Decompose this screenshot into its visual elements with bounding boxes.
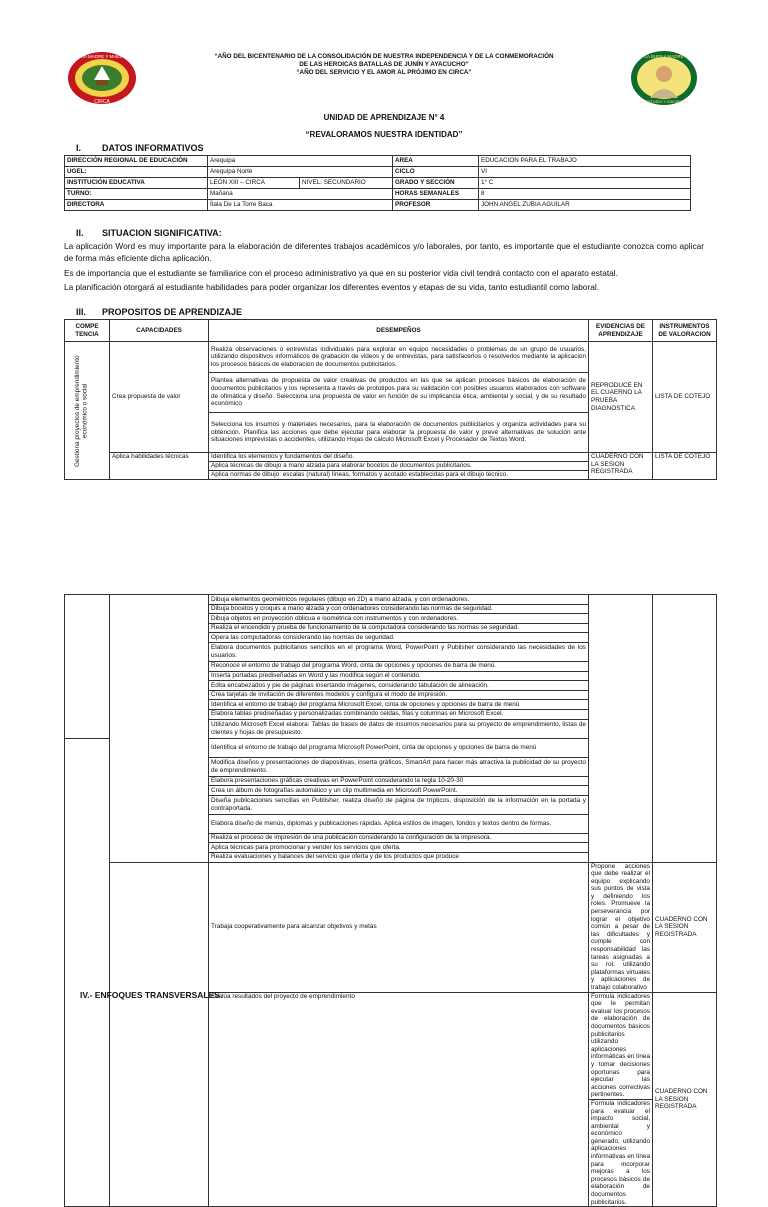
desempeno-row: Realiza evaluaciones y balances del servicio que oferta y de los productos que produce — [209, 852, 589, 862]
school-seal-right — [630, 50, 698, 106]
svg-text:MARIA MADRE Y MAESTRA: MARIA MADRE Y MAESTRA — [72, 54, 132, 59]
desempeno-row: Reconoce el entorno de trabajo del programa Word, cinta de opciones y opciones de barra de menú. — [209, 661, 589, 671]
desempeno-row: Inserta portadas prediseñadas en Word y las modifica según el contenido. — [209, 671, 589, 681]
capacidad-4: Evalúa resultados del proyecto de emprendimiento — [209, 992, 589, 1207]
header-evidencias: EVIDENCIAS DE APRENDIZAJE — [589, 320, 653, 342]
section-4-heading: IV.- ENFOQUES TRANSVERSALES — [80, 990, 220, 1000]
desempeno-table-row — [65, 595, 717, 605]
unit-subtitle: “REVALORAMOS NUESTRA IDENTIDAD” — [305, 130, 463, 139]
desempeno-row: Dibuja objetos en proyección oblicua e isométrica con instrumentos y con ordenadores. — [209, 614, 589, 624]
header-line-1: “AÑO DEL BICENTENARIO DE LA CONSOLIDACIÓN DE NUESTRA INDEPENDENCIA Y DE LA CONMEMORACIÓN — [214, 53, 554, 60]
header-capacidades: CAPACIDADES — [110, 320, 209, 342]
desempeno-row: Identifica el entorno de trabajo del programa Microsoft PowerPoint, cinta de opciones y opciones de barra de menú — [209, 738, 589, 757]
competencia-cell-continued — [65, 595, 110, 739]
desempeno-row: Aplica normas de dibujo: escalas (natural) líneas, formatos y acotado establecidas para el dibujo técnico. — [209, 471, 589, 480]
instrumento-1: LISTA DE COTEJO — [653, 342, 717, 453]
instrumento-2: LISTA DE COTEJO — [653, 453, 717, 480]
evidencia-2: CUADERNO CON LA SESION REGISTRADA — [589, 453, 653, 480]
evidencia-4: CUADERNO CON LA SESION REGISTRADA — [653, 992, 717, 1207]
desempeno-row: Crea tarjetas de invitación de diferentes modelos y configura el modo de impresión. — [209, 690, 589, 700]
desempeno-row: Identifica los elementos y fundamentos del diseño. — [209, 453, 589, 462]
desempeno-row: Identifica el entorno de trabajo del programa Microsoft Excel, cinta de opciones y opciones de barra de menú — [209, 700, 589, 710]
desempeno-row: Aplica técnicas para promocionar y vender los servicios que oferta. — [209, 843, 589, 853]
desempeno-row: Selecciona los insumos y materiales necesarios, para la elaboración de documentos publicitarios y organiza actividades para su obtención. Planifica las acciones que debe ejecutar para elaborar la propuesta de valor y prevé alternativas de solución ante situaciones imprevistas o accidentes, utilizando Hojas de cálculo Microsoft Excel y Procesador de Textos Word. — [209, 413, 589, 453]
desempeno-row: Dibuja elementos geométricos regulares (dibujo en 2D) a mano alzada, y con ordenadores. — [209, 595, 589, 605]
header-competencia: COMPE TENCIA — [65, 320, 110, 342]
instrumento-empty — [653, 595, 717, 863]
desempeno-row: Elabora presentaciones gráficas creativas en PowerPoint considerando la regla 10-20-30 — [209, 776, 589, 786]
desempeno-row: Realiza el encendido y prueba de funcionamiento de la computadora considerando las normas se seguridad. — [209, 623, 589, 633]
desempeno-row: Formula indicadores para evaluar el impacto social, ambiental y económico generado, utilizando aplicaciones informativas en línea para incorporar mejoras a los procesos básicos de elaboración de documentos publicitarios. — [589, 1099, 653, 1206]
svg-text:LA BUENA MADRE: LA BUENA MADRE — [644, 54, 684, 59]
desempeno-row: Diseña publicaciones sencillas en Publisher, realiza diseño de página de trípticos, disposición de la información en la portada y contraportada. — [209, 795, 589, 814]
desempeno-row: Formula indicadores que le permitan evaluar los procesos de elaboración de documentos básicos publicitarios utilizando aplicaciones informáticas en línea y tomar decisiones oportunas para ejecutar las acciones correctivas pertinentes. — [589, 992, 653, 1099]
header-line-3: “AÑO DEL SERVICIO Y EL AMOR AL PRÓJIMO EN CIRCA” — [296, 69, 472, 76]
competencia-cell: Gestiona proyectos de emprendimiento económico o social — [65, 342, 110, 480]
section-1-heading: I. DATOS INFORMATIVOS — [76, 143, 204, 153]
capacidad-cell-continued — [110, 595, 209, 863]
evidencia-empty — [589, 595, 653, 863]
section-3-heading: III. PROPOSITOS DE APRENDIZAJE — [76, 307, 243, 317]
desempeno-row: Elabora diseño de menús, diplomas y publicaciones rápidas. Aplica estilos de imagen, fondos y textos dentro de formas. — [209, 814, 589, 833]
purposes-table-continued — [64, 594, 717, 1207]
desempeno-row: Modifica diseños y presentaciones de diapositivas, inserta gráficos, SmartArt para hacer más atractiva la publicidad de su proyecto de emprendimiento. — [209, 757, 589, 776]
capacidad-3: Trabaja cooperativamente para alcanzar objetivos y metas — [209, 862, 589, 992]
desempeno-row: Utilizando Microsoft Excel elabora: Tablas de bases de datos de insumos necesarios para su proyecto de emprendimiento, listas de clientes y hojas de presupuesto. — [209, 719, 589, 738]
desempeno-row: Realiza el proceso de impresión de una publicación considerando la configuración de la impresora. — [209, 833, 589, 843]
desempeno-row: Elabora documentos publicitarios sencillos en el programa Word, PowerPoint y Publisher considerando las necesidades de los usuarios. — [209, 642, 589, 661]
desempeno-row: Plantea alternativas de propuesta de valor creativas de productos en las que se aplican procesos básicos de elaboración de documentos publicitarios y los representa a través de prototipos para su validación con posibles usuarios elaborados con software de ofimática y diseño. Selecciona una propuesta de valor en función de su implicancia ética, ambiental y social, y de su resultado económico — [209, 373, 589, 413]
section-2-heading: II. SITUACION SIGNIFICATIVA: — [76, 228, 222, 238]
purposes-table — [64, 319, 717, 480]
header-line-2: DE LAS HEROICAS BATALLAS DE JUNÍN Y AYACUCHO” — [299, 61, 469, 68]
situacion-paragraph-2: Es de importancia que el estudiante se familiarice con el proceso administrativo ya que en su posterior vida civil tendrá contacto con el aparato estatal. — [64, 268, 618, 278]
competencia-cell-continued-3 — [110, 862, 209, 1207]
desempeno-row: Realiza observaciones o entrevistas individuales para explorar en equipo necesidades o problemas de un grupo de usuarios, utilizando dispositivos informáticos de grabación de videos y de entrevistas, para satisfacerlos o resolverlos mediante la aplicación los procesos básicos de elaboración de documentos publicitarios. — [209, 342, 589, 373]
situacion-paragraph-1: La aplicación Word es muy importante para la elaboración de diferentes trabajos académicos y/o laborales, por tanto, es importante que el estudiante conozca como aplicar de forma más eficiente dicha aplicación. — [64, 241, 704, 264]
desempeno-row: Elabora tablas prediseñadas y personalizadas combinando celdas, filas y columnas en Microsoft Excel. — [209, 709, 589, 719]
header-quote — [160, 53, 608, 77]
school-seal-left — [66, 50, 138, 106]
info-table: DIRECCIÓN REGIONAL DE EDUCACIÓN Arequipa AREA EDUCACION PARA EL TRABAJO UGEL: Arequipa Norte CICLO VI INSTITUCIÓN EDUCATIVA LEÓN XIII – CIRCA NIVEL: SECUNDARIO GRADO Y SECCIÓN 1° C TURNO: Mañana HORAS SEMANALES 8 DIRECTORA Ítala De La Torre Baca PROFESOR JOHN ANGEL ZUBIA AGUILAR — [64, 155, 691, 211]
desempeno-row: Opera las computadoras considerando las normas de seguridad. — [209, 633, 589, 643]
evidencia-3: CUADERNO CON LA SESION REGISTRADA — [653, 862, 717, 992]
capacidad-1: Crea propuesta de valor — [110, 342, 209, 453]
svg-text:EL ESTUDIO Y DISCIPLINA: EL ESTUDIO Y DISCIPLINA — [639, 100, 689, 104]
header-desempenos: DESEMPEÑOS — [209, 320, 589, 342]
situacion-paragraph-3: La planificación otorgará al estudiante habilidades para poder organizar los diferentes eventos y etapas de su vida, tanto estudiantil como laboral. — [64, 282, 600, 292]
desempeno-row: Edita encabezados y pie de páginas insertando imágenes, considerando tabulación de alineación. — [209, 681, 589, 691]
capacidad-2: Aplica habilidades técnicas — [110, 453, 209, 480]
desempeno-row: Crea un álbum de fotografías automático y un clip multimedia en Microsoft PowerPoint. — [209, 786, 589, 796]
unit-title: UNIDAD DE APRENDIZAJE N° 4 — [323, 113, 445, 122]
desempeno-row: Dibuja bocetos y croquis a mano alzada y con ordenadores considerando las normas de seguridad. — [209, 604, 589, 614]
desempeno-row: Aplica técnicas de dibujo a mano alzada para elaborar bocetos de documentos publicitarios. — [209, 462, 589, 471]
desempeno-row: Propone acciones que debe realizar el equipo explicando sus puntos de vista y definiendo los roles. Promueve la perseverancia por lograr el objetivo común a pesar de las dificultades y cumple con responsabilidad las tareas asignadas a su rol. utilizando plataformas virtuales y aplicaciones de trabajo colaborativo — [589, 862, 653, 992]
competencia-cell-continued-2 — [65, 738, 110, 1207]
svg-text:CIRCA: CIRCA — [94, 99, 110, 105]
evidencia-1: REPRODUCE EN EL CUAERNO LA PRUEBA DIAGNOSTICA — [589, 342, 653, 453]
header-instrumentos: INSTRUMENTOS DE VALORACION — [653, 320, 717, 342]
